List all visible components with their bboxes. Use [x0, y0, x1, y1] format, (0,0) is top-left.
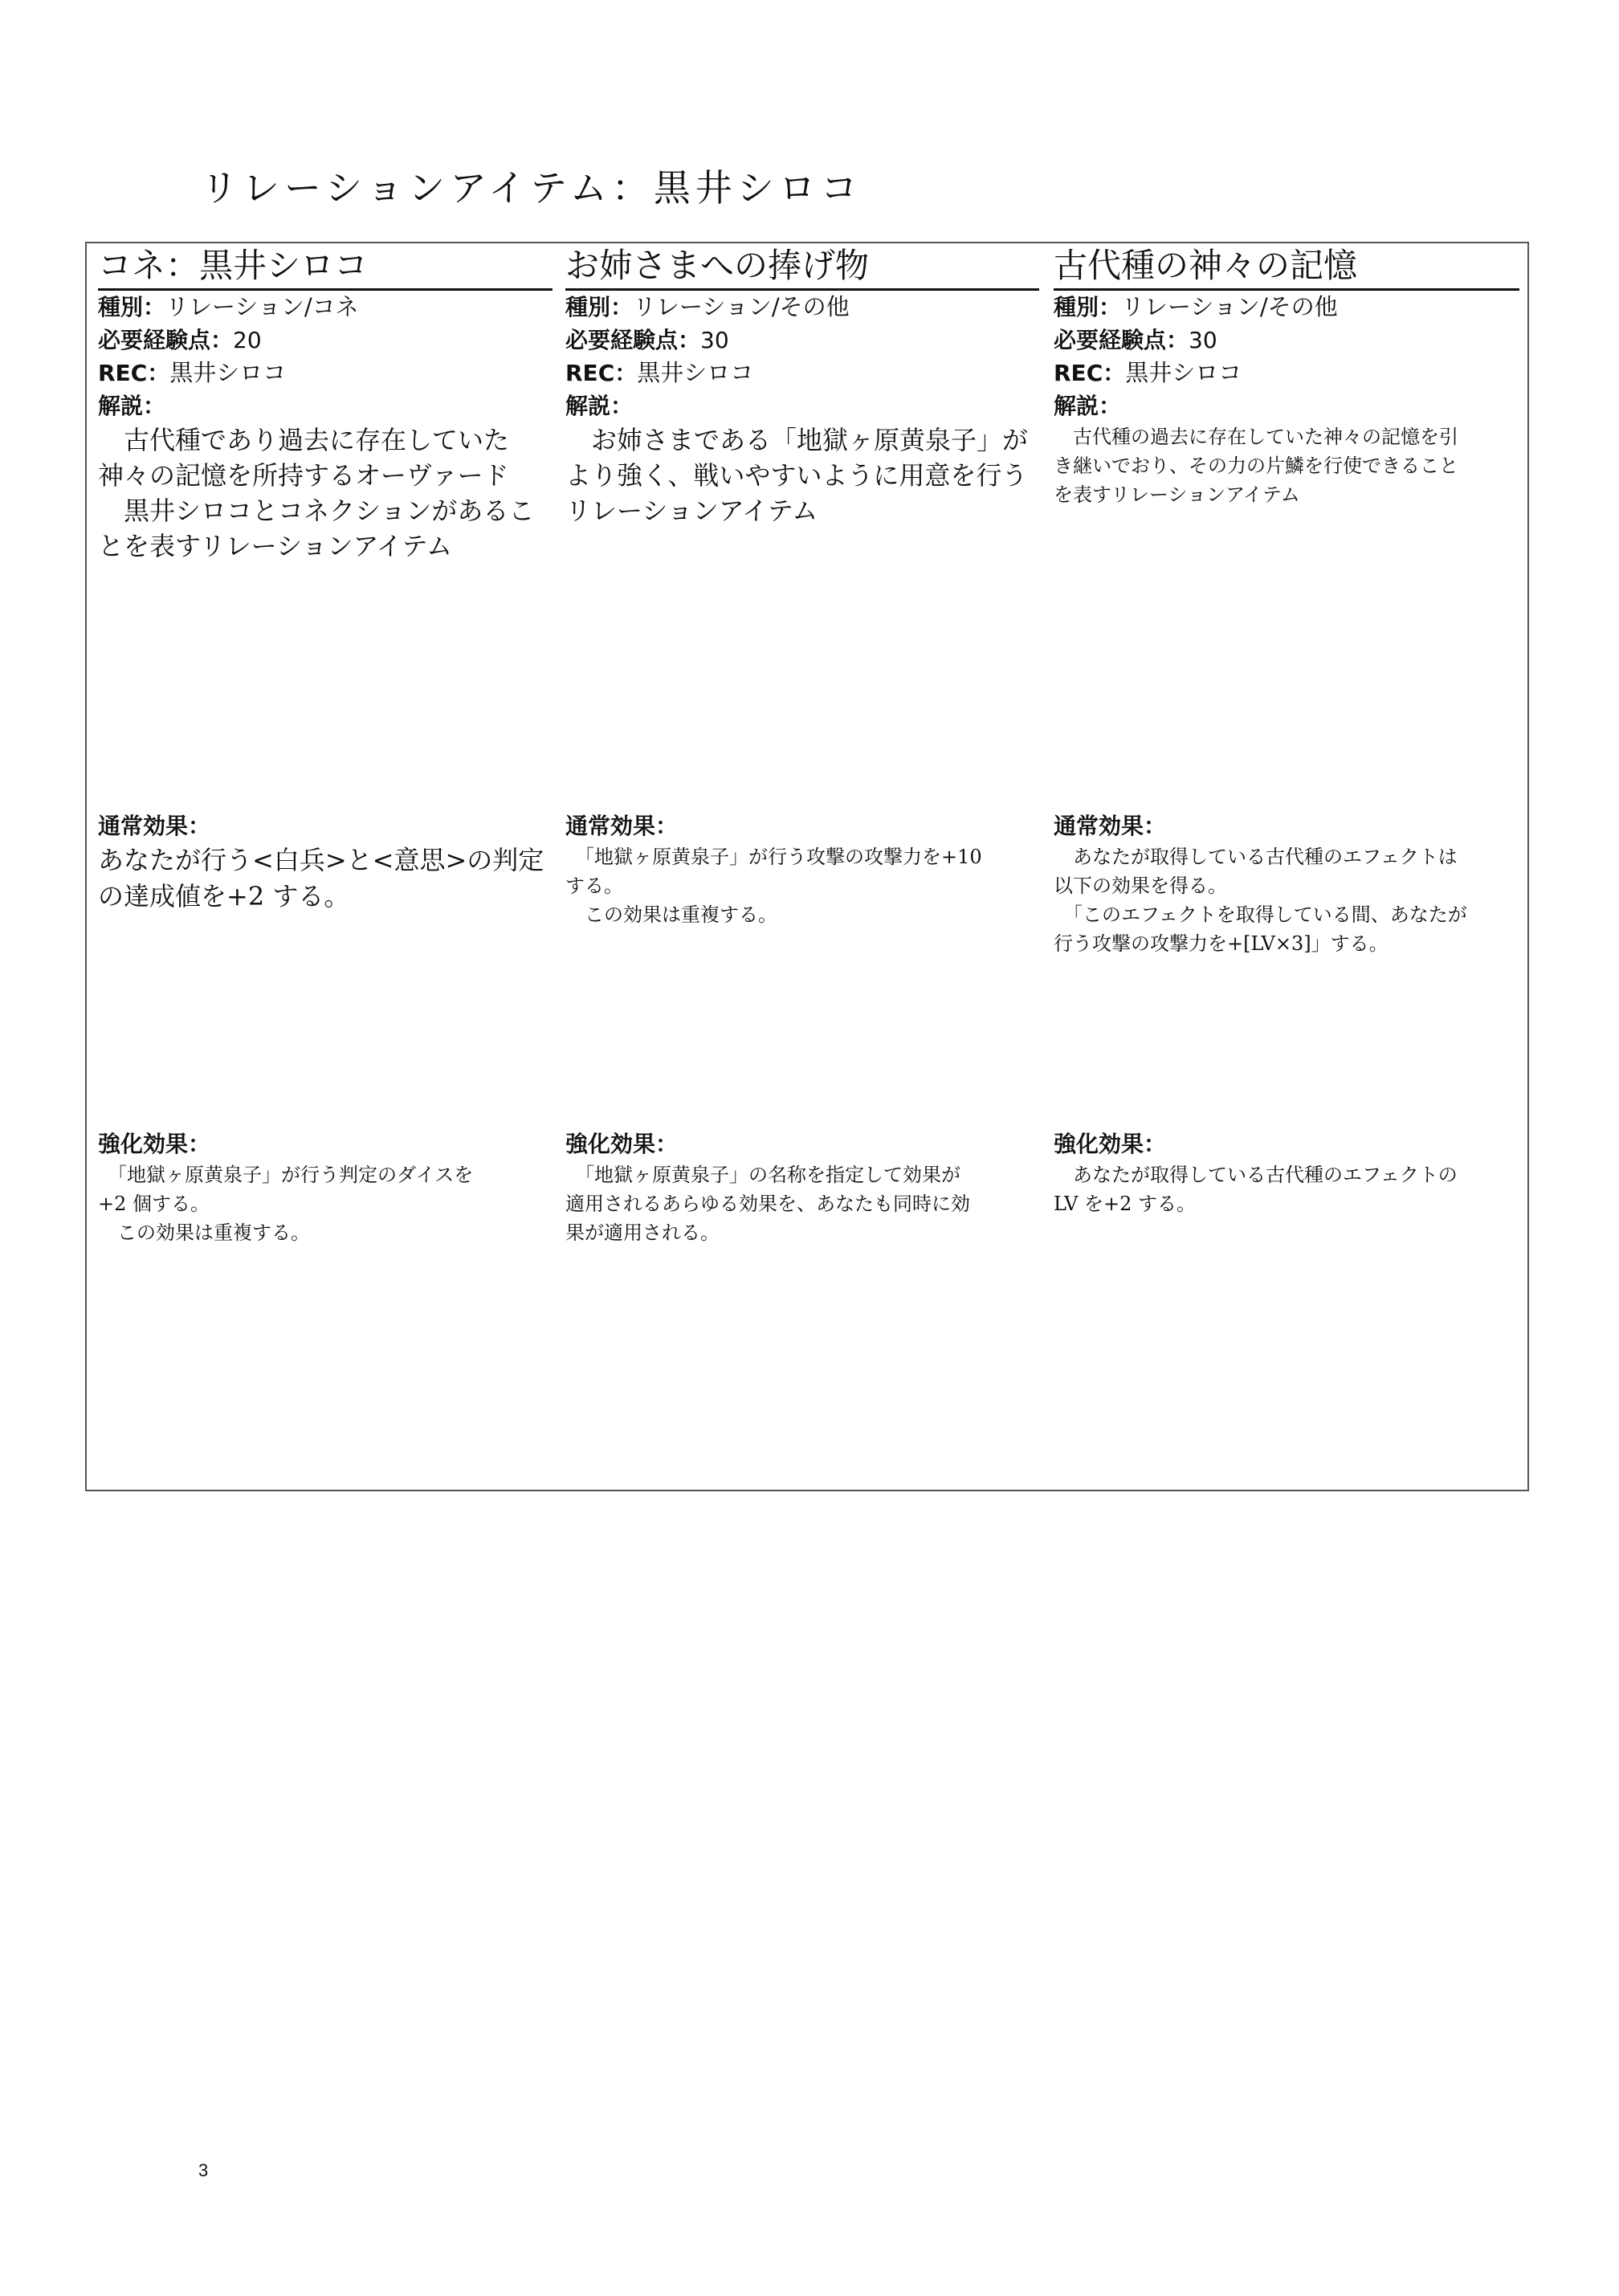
explanation-text: 古代種であり過去に存在していた 神々の記憶を所持するオーヴァード 黒井シロコとコネクションがあるこ とを表すリレーションアイテム	[98, 425, 535, 561]
rec-row	[565, 357, 1039, 389]
rec-row	[98, 357, 553, 389]
normal-effect-section	[1054, 810, 1519, 958]
normal-effect-section	[565, 810, 1039, 929]
kind-label: 種別：	[1054, 294, 1122, 320]
xp-value: 30	[700, 327, 729, 353]
kind-value: リレーション/その他	[1121, 293, 1338, 320]
explanation-label: 解説：	[1054, 393, 1122, 419]
explanation-text: お姉さまである「地獄ヶ原黄泉子」が より強く、戦いやすいように用意を行う リレーションアイテム	[565, 425, 1029, 526]
kind-label: 種別：	[565, 294, 634, 320]
normal-effect-label: 通常効果：	[1054, 813, 1167, 839]
xp-value: 30	[1189, 327, 1217, 353]
normal-effect-text: あなたが行う<白兵>と<意思>の判定 の達成値を+2 する。	[98, 845, 544, 911]
xp-label: 必要経験点：	[565, 327, 701, 353]
rec-value: 黒井シロコ	[637, 359, 754, 386]
kind-row	[98, 291, 553, 324]
xp-row	[98, 324, 553, 357]
kind-value: リレーション/コネ	[165, 293, 359, 320]
explanation-label: 解説：	[98, 393, 166, 419]
kind-row	[1054, 291, 1519, 324]
item-title: お姉さまへの捧げ物	[565, 245, 1039, 291]
xp-label: 必要経験点：	[98, 327, 234, 353]
normal-effect-text: 「地獄ヶ原黄泉子」が行う攻撃の攻撃力を+10 する。 この効果は重複する。	[565, 846, 982, 926]
explanation-text: 古代種の過去に存在していた神々の記憶を引 き継いでおり、その力の片鱗を行使できること を表すリレーションアイテム	[1054, 426, 1458, 506]
rec-label: REC：	[565, 360, 638, 386]
item-card-1	[98, 243, 553, 1490]
rec-label: REC：	[1054, 360, 1126, 386]
xp-row	[565, 324, 1039, 357]
xp-value: 20	[233, 327, 262, 353]
rec-row	[1054, 357, 1519, 389]
explanation-label: 解説：	[565, 393, 634, 419]
item-title: 古代種の神々の記憶	[1054, 245, 1519, 291]
enhanced-effect-section	[565, 1128, 1039, 1247]
item-title: コネ：黒井シロコ	[98, 245, 553, 291]
enhanced-effect-label: 強化効果：	[1054, 1131, 1167, 1157]
enhanced-effect-text: あなたが取得している古代種のエフェクトの LV を+2 する。	[1054, 1164, 1458, 1215]
kind-label: 種別：	[98, 294, 166, 320]
rec-value: 黒井シロコ	[169, 359, 287, 386]
enhanced-effect-section	[98, 1128, 553, 1247]
enhanced-effect-section	[1054, 1128, 1519, 1218]
enhanced-effect-text: 「地獄ヶ原黄泉子」の名称を指定して効果が 適用されるあらゆる効果を、あなたも同時に効 果が適用される。	[565, 1164, 970, 1244]
rec-value: 黒井シロコ	[1125, 359, 1242, 386]
kind-row	[565, 291, 1039, 324]
kind-value: リレーション/その他	[633, 293, 850, 320]
item-card-3	[1054, 243, 1519, 1490]
page-title: リレーションアイテム：黒井シロコ	[201, 166, 863, 210]
enhanced-effect-label: 強化効果：	[565, 1131, 679, 1157]
page-number: 3	[198, 2160, 209, 2180]
normal-effect-text: あなたが取得している古代種のエフェクトは 以下の効果を得る。 「このエフェクトを取得している間、あなたが 行う攻撃の攻撃力を+[LV×3]」する。	[1054, 846, 1467, 955]
normal-effect-label: 通常効果：	[565, 813, 679, 839]
enhanced-effect-text: 「地獄ヶ原黄泉子」が行う判定のダイスを +2 個する。 この効果は重複する。	[98, 1164, 474, 1244]
normal-effect-label: 通常効果：	[98, 813, 211, 839]
normal-effect-section	[98, 810, 553, 915]
rec-label: REC：	[98, 360, 170, 386]
xp-label: 必要経験点：	[1054, 327, 1189, 353]
explanation-row	[1054, 389, 1519, 422]
item-card-2	[565, 243, 1039, 1490]
relation-item-table	[85, 242, 1529, 1491]
enhanced-effect-label: 強化効果：	[98, 1131, 211, 1157]
xp-row	[1054, 324, 1519, 357]
explanation-row	[98, 389, 553, 422]
explanation-row	[565, 389, 1039, 422]
